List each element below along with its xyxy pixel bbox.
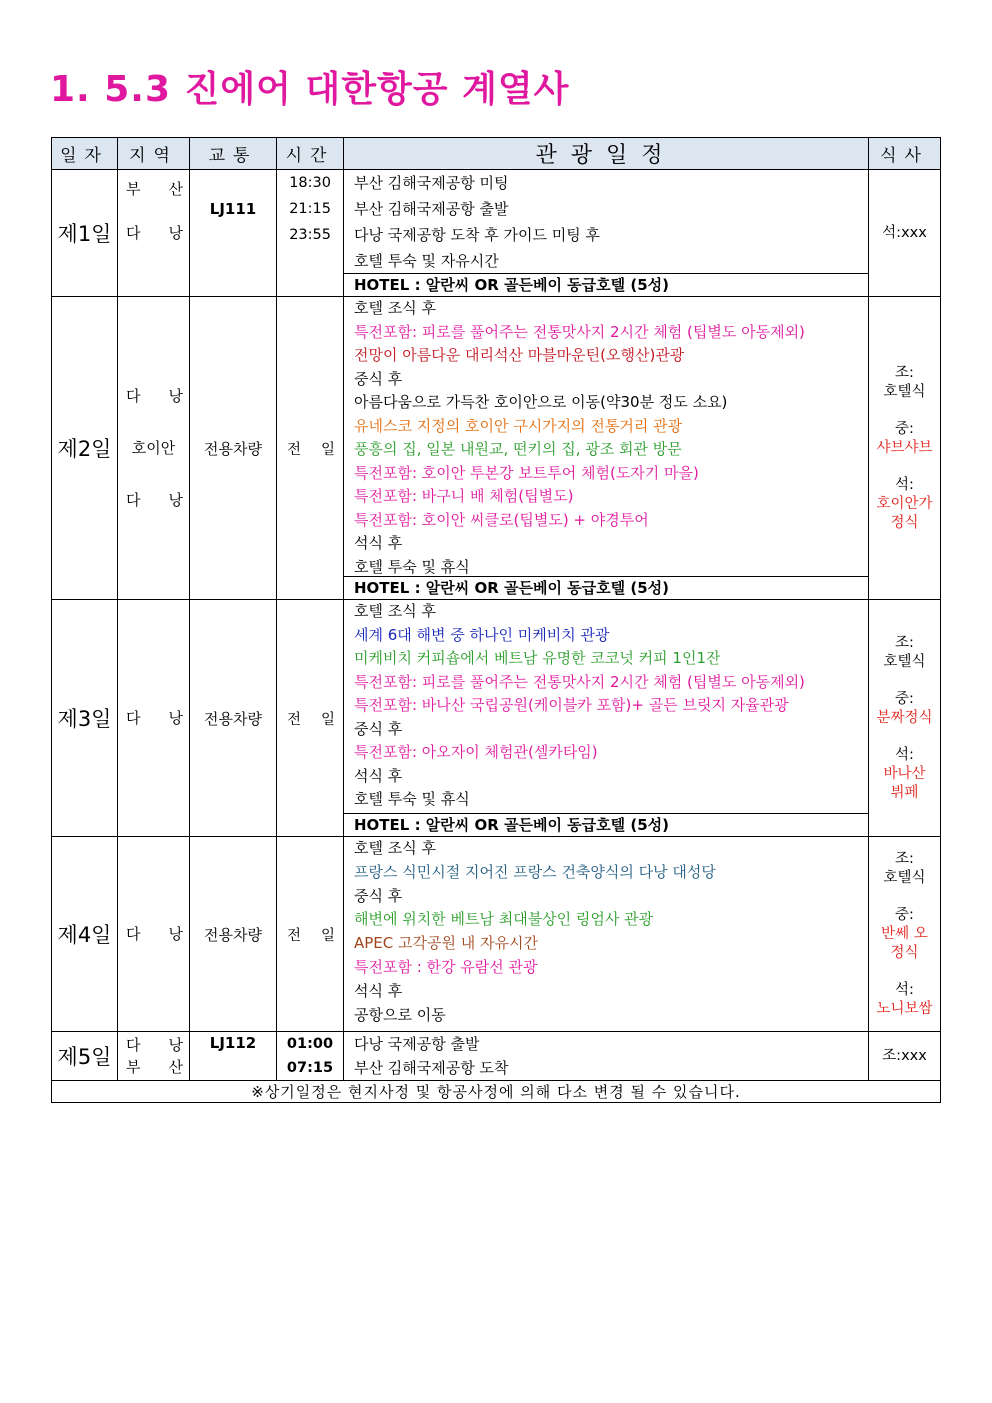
schedule-cell <box>344 297 869 600</box>
meal-label: 조: <box>895 850 914 867</box>
note-row <box>52 1081 941 1103</box>
header-time: 시간 <box>277 138 344 170</box>
meal-label: 석: <box>895 981 914 998</box>
day-row-5 <box>52 1032 941 1081</box>
schedule-line: 다낭 국제공항 도착 후 가이드 미팅 후 <box>354 226 600 244</box>
region-name <box>122 1056 185 1078</box>
region-name-part: 다 <box>126 224 141 242</box>
time-value: 07:15 <box>286 1060 334 1076</box>
schedule-lines <box>344 170 868 273</box>
day-label: 제2일 <box>52 297 118 600</box>
time-cell <box>277 170 344 297</box>
time-cell <box>277 837 344 1032</box>
schedule-line: 특전포함 : 한강 유람선 관광 <box>354 957 538 976</box>
region-name-part: 낭 <box>168 709 183 727</box>
meal-value: 호이안가 정식 <box>876 495 933 531</box>
meal-value: 호텔식 <box>883 653 926 670</box>
meal-cell <box>869 600 941 837</box>
transport-cell: 전용차량 <box>190 837 277 1032</box>
meal-text: 석:xxx <box>882 224 927 241</box>
time-cell <box>277 1032 344 1081</box>
meal-cell <box>869 1032 941 1081</box>
schedule-lines <box>344 297 868 576</box>
meal-value: 샤브샤브 <box>876 439 933 456</box>
schedule-line: 전망이 아름다운 대리석산 마블마운틴(오행산)관광 <box>354 346 685 364</box>
time-value-part: 일 <box>320 927 335 944</box>
schedule-line: 석식 후 <box>354 534 403 552</box>
time-value-part: 일 <box>320 441 335 458</box>
day-label: 제1일 <box>52 170 118 297</box>
schedule-line: 특전포함: 호이안 투본강 보트투어 체험(도자기 마을) <box>354 463 699 482</box>
schedule-line: 특전포함: 피로를 풀어주는 전통맛사지 2시간 체험 (팁별도 아동제외) <box>354 322 805 341</box>
time-value-part: 전 <box>287 711 302 728</box>
time-value-part: 전 <box>287 927 302 944</box>
meal-cell <box>869 837 941 1032</box>
schedule-line: 프랑스 식민시절 지어진 프랑스 건축양식의 다낭 대성당 <box>354 862 716 881</box>
time-value: 23:55 <box>289 227 331 243</box>
time-value <box>277 438 343 459</box>
schedule-cell <box>344 170 869 297</box>
region-name: 호이안 <box>131 439 176 457</box>
schedule-line: 호텔 투숙 및 자유시간 <box>354 252 499 270</box>
meal-value: 반쎄 오정식 <box>881 925 928 961</box>
region-name-part: 다 <box>126 491 141 509</box>
flight-number: LJ112 <box>190 1032 277 1081</box>
schedule-line: 특전포함: 피로를 풀어주는 전통맛사지 2시간 체험 (팁별도 아동제외) <box>354 672 805 691</box>
schedule-line: 호텔 투숙 및 휴식 <box>354 790 470 808</box>
itinerary-table <box>51 137 941 1103</box>
region-name <box>122 474 185 526</box>
meal-label: 중: <box>895 690 914 707</box>
region-name-part: 산 <box>168 180 183 198</box>
region-name-part: 다 <box>126 709 141 727</box>
schedule-line: 특전포함: 바나산 국립공원(케이블카 포함)+ 골든 브릿지 자율관광 <box>354 696 789 714</box>
meal-label: 중: <box>895 420 914 437</box>
region-name-part: 부 <box>126 1058 141 1076</box>
region-name <box>122 923 185 945</box>
schedule-line: 중식 후 <box>354 886 403 905</box>
time-cell <box>277 600 344 837</box>
time-value <box>277 924 343 945</box>
footnote: ※상기일정은 현지사정 및 항공사정에 의해 다소 변경 될 수 있습니다. <box>52 1081 941 1103</box>
flight-number: LJ111 <box>190 170 277 297</box>
hotel-info: HOTEL : 알란씨 OR 골든베이 동급호텔 (5성) <box>344 576 868 599</box>
time-value: 18:30 <box>289 175 331 191</box>
meal-label: 석: <box>895 746 914 763</box>
region-name-part: 다 <box>126 387 141 405</box>
schedule-line: 미케비치 커피숍에서 베트남 유명한 코코넛 커피 1인1잔 <box>354 649 721 667</box>
schedule-line: 특전포함: 호이안 씨클로(팁별도) + 야경투어 <box>354 510 649 529</box>
region-name-part: 낭 <box>168 387 183 405</box>
hotel-info: HOTEL : 알란씨 OR 골든베이 동급호텔 (5성) <box>344 273 868 296</box>
header-meal: 식사 <box>869 138 941 170</box>
time-value: 01:00 <box>286 1036 334 1052</box>
schedule-lines <box>344 837 868 1031</box>
region-name-part: 낭 <box>168 925 183 943</box>
schedule-line: 해변에 위치한 베트남 최대불상인 링엄사 관광 <box>354 910 654 929</box>
schedule-lines <box>344 600 868 813</box>
schedule-cell <box>344 600 869 837</box>
day-label: 제4일 <box>52 837 118 1032</box>
schedule-line: 아름다움으로 가득찬 호이안으로 이동(약30분 정도 소요) <box>354 393 728 411</box>
schedule-lines <box>344 1032 868 1079</box>
time-value: 21:15 <box>289 201 331 217</box>
region-name <box>122 1034 185 1056</box>
day-row-1 <box>52 170 941 297</box>
day-label: 제3일 <box>52 600 118 837</box>
transport-cell: 전용차량 <box>190 600 277 837</box>
schedule-line: 유네스코 지정의 호이안 구시가지의 전통거리 관광 <box>354 416 683 435</box>
meal-cell <box>869 297 941 600</box>
schedule-line: 특전포함: 바구니 배 체험(팁별도) <box>354 487 574 505</box>
schedule-line: 특전포함: 아오자이 체험관(셀카타임) <box>354 743 598 761</box>
region-cell <box>118 297 190 600</box>
header-region: 지역 <box>118 138 190 170</box>
region-name-part: 산 <box>168 1058 183 1076</box>
region-name <box>122 222 185 244</box>
page-title: 1. 5.3 진에어 대한항공 계열사 <box>50 69 570 110</box>
schedule-line: 호텔 조식 후 <box>354 602 436 620</box>
region-name-part: 낭 <box>168 224 183 242</box>
schedule-line: 부산 김해국제공항 출발 <box>354 200 509 218</box>
schedule-line: 다낭 국제공항 출발 <box>354 1035 480 1053</box>
day-row-2 <box>52 297 941 600</box>
meal-value: 호텔식 <box>883 383 926 400</box>
header-schedule: 관광일정 <box>344 138 869 170</box>
meal-value: 분짜정식 <box>876 709 933 726</box>
schedule-line: 부산 김해국제공항 미팅 <box>354 174 509 192</box>
schedule-line: 석식 후 <box>354 981 403 1000</box>
schedule-line: APEC 고각공원 내 자유시간 <box>354 934 538 953</box>
schedule-cell <box>344 1032 869 1081</box>
region-name-part: 다 <box>126 1036 141 1054</box>
region-name-part: 낭 <box>168 491 183 509</box>
schedule-line: 석식 후 <box>354 766 403 785</box>
region-cell <box>118 837 190 1032</box>
day-row-3 <box>52 600 941 837</box>
header-date: 일자 <box>52 138 118 170</box>
schedule-line: 호텔 투숙 및 휴식 <box>354 557 470 576</box>
schedule-line: 풍흥의 집, 일본 내원교, 떤키의 집, 광조 회관 방문 <box>354 440 682 458</box>
region-name <box>122 178 185 200</box>
meal-label: 조: <box>895 364 914 381</box>
day-row-4 <box>52 837 941 1032</box>
time-value <box>277 708 343 729</box>
hotel-info: HOTEL : 알란씨 OR 골든베이 동급호텔 (5성) <box>344 813 868 836</box>
meal-label: 조: <box>895 634 914 651</box>
time-value-part: 일 <box>320 711 335 728</box>
meal-value: 노니보쌈 <box>876 1000 933 1017</box>
time-value-part: 전 <box>287 441 302 458</box>
day-label: 제5일 <box>52 1032 118 1081</box>
region-name-part: 다 <box>126 925 141 943</box>
meal-text: 조:xxx <box>882 1047 927 1064</box>
region-cell <box>118 600 190 837</box>
region-name <box>122 370 185 422</box>
meal-value: 바나산 뷔페 <box>883 765 926 801</box>
time-cell <box>277 297 344 600</box>
meal-label: 석: <box>895 476 914 493</box>
schedule-line: 호텔 조식 후 <box>354 839 436 857</box>
schedule-line: 세계 6대 해변 중 하나인 미케비치 관광 <box>354 625 610 644</box>
transport-cell: 전용차량 <box>190 297 277 600</box>
schedule-line: 중식 후 <box>354 719 403 738</box>
schedule-line: 공항으로 이동 <box>354 1005 446 1024</box>
meal-label: 중: <box>895 906 914 923</box>
schedule-line: 부산 김해국제공항 도착 <box>354 1059 509 1077</box>
region-name-part: 부 <box>126 180 141 198</box>
header-transport: 교통 <box>190 138 277 170</box>
header-row <box>52 138 941 170</box>
region-name-part: 낭 <box>168 1036 183 1054</box>
meal-value: 호텔식 <box>883 869 926 886</box>
meal-cell <box>869 170 941 297</box>
region-cell <box>118 1032 190 1081</box>
region-name <box>122 707 185 729</box>
schedule-cell <box>344 837 869 1032</box>
region-cell <box>118 170 190 297</box>
schedule-line: 중식 후 <box>354 369 403 388</box>
schedule-line: 호텔 조식 후 <box>354 299 436 317</box>
